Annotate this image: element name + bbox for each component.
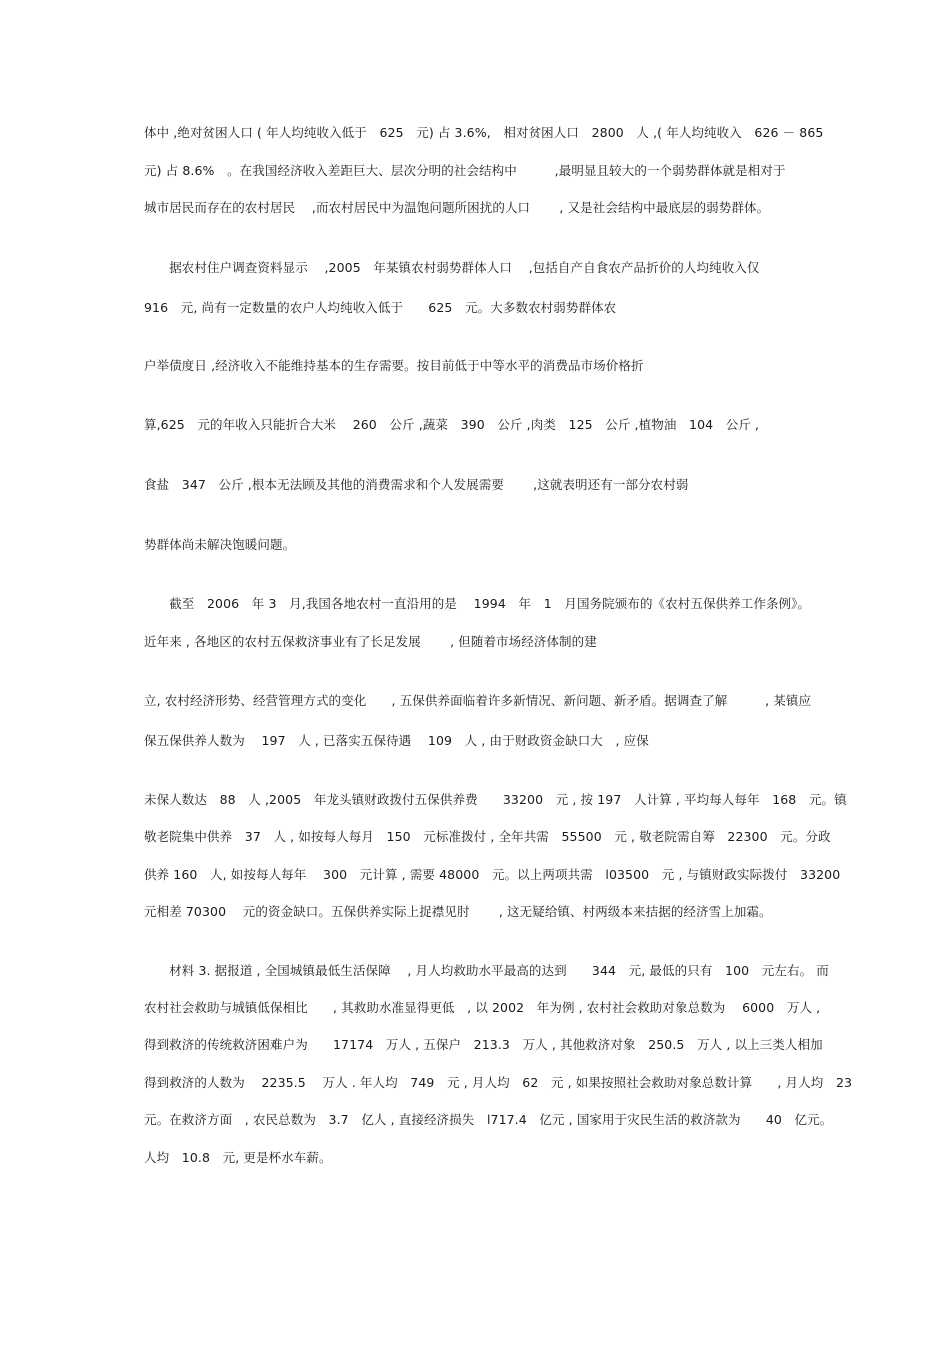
- text-line: 916 元, 尚有一定数量的农户人均纯收入低于 625 元。大多数农村弱势群体农: [144, 300, 617, 315]
- text-line: 得到救济的传统救济困难户为 17174 万人 , 五保户 213.3 万人 , 其他救济对象 250.5 万人 , 以上三类人相加: [144, 1037, 823, 1052]
- text-line: 供养 160 人, 如按每人每年 300 元计算 , 需要 48000 元。以上两项共需 l03500 元 , 与镇财政实际拨付 33200: [144, 867, 841, 882]
- text-line: 农村社会救助与城镇低保相比 , 其救助水准显得更低 , 以 2002 年为例 , 农村社会救助对象总数为 6000 万人 ,: [144, 1000, 821, 1015]
- text-line: 截至 2006 年 3 月,我国各地农村一直沿用的是 1994 年 1 月国务院颁布的《农村五保供养工作条例》。: [144, 596, 811, 611]
- text-line: 立, 农村经济形势、经营管理方式的变化 , 五保供养面临着许多新情况、新问题、新矛盾。据调查了解 , 某镇应: [144, 693, 812, 708]
- text-line: 户举债度日 ,经济收入不能维持基本的生存需要。按目前低于中等水平的消费品市场价格折: [144, 358, 644, 373]
- text-line: 元相差 70300 元的资金缺口。五保供养实际上捉襟见肘 , 这无疑给镇、村两级本来拮据的经济雪上加霜。: [144, 904, 772, 919]
- text-line: 体中 ,绝对贫困人口 ( 年人均纯收入低于 625 元) 占 3.6%, 相对贫困人口 2800 人 ,( 年人均纯收入 626 － 865: [144, 125, 824, 140]
- text-line: 算,625 元的年收入只能折合大米 260 公斤 ,蔬菜 390 公斤 ,肉类 125 公斤 ,植物油 104 公斤 ,: [144, 417, 760, 432]
- text-line: 元。在救济方面 , 农民总数为 3.7 亿人 , 直接经济损失 l717.4 亿元 , 国家用于灾民生活的救济款为 40 亿元。: [144, 1112, 833, 1127]
- text-line: 材料 3. 据报道 , 全国城镇最低生活保障 , 月人均救助水平最高的达到 344 元, 最低的只有 100 元左右。 而: [144, 963, 829, 978]
- text-line: 人均 10.8 元, 更是杯水车薪。: [144, 1150, 332, 1165]
- text-line: 食盐 347 公斤 ,根本无法顾及其他的消费需求和个人发展需要 ,这就表明还有一部分农村弱: [144, 477, 689, 492]
- text-line: 敬老院集中供养 37 人 , 如按每人每月 150 元标准拨付 , 全年共需 55500 元 , 敬老院需自筹 22300 元。分政: [144, 829, 831, 844]
- text-line: 得到救济的人数为 2235.5 万人 . 年人均 749 元 , 月人均 62 元 , 如果按照社会救助对象总数计算 , 月人均 23: [144, 1075, 853, 1090]
- text-line: 近年来 , 各地区的农村五保救济事业有了长足发展 , 但随着市场经济体制的建: [144, 634, 597, 649]
- text-line: 元) 占 8.6% 。在我国经济收入差距巨大、层次分明的社会结构中 ,最明显且较大的一个弱势群体就是相对于: [144, 163, 786, 178]
- text-line: 未保人数达 88 人 ,2005 年龙头镇财政拨付五保供养费 33200 元 , 按 197 人计算 , 平均每人每年 168 元。镇: [144, 792, 847, 807]
- text-line: 势群体尚未解决饱暖问题。: [144, 537, 296, 552]
- text-line: 城市居民而存在的农村居民 ,而农村居民中为温饱问题所困扰的人口 , 又是社会结构中最底层的弱势群体。: [144, 200, 770, 215]
- text-line: 保五保供养人数为 197 人 , 已落实五保待遇 109 人 , 由于财政资金缺口大 , 应保: [144, 733, 649, 748]
- text-line: 据农村住户调查资料显示 ,2005 年某镇农村弱势群体人口 ,包括自产自食农产品折价的人均纯收入仅: [144, 260, 760, 275]
